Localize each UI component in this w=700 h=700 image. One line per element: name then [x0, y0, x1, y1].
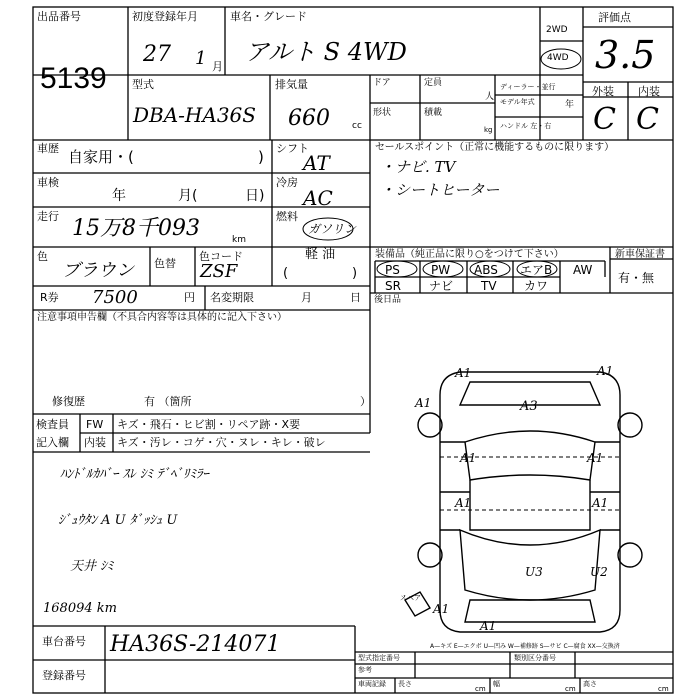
- fuel-light-oil: 軽 油: [305, 247, 336, 262]
- equipment-label: 装備品（純正品に限り○をつけて下さい）: [375, 249, 564, 260]
- fuel-paren-left: (: [283, 266, 289, 281]
- length-label: 長さ: [398, 680, 412, 688]
- r-ticket-value: 7500: [92, 287, 138, 308]
- handwritten-note-2: ｼﾞｭｳﾀﾝ A U ﾀﾞｯｼｭ U: [58, 513, 178, 528]
- shift-label: シフト: [276, 142, 309, 155]
- dealer-label: ディーラー・並行: [500, 83, 556, 91]
- damage-mark: A1: [587, 451, 604, 465]
- type-designation-label: 型式指定番号: [358, 654, 400, 662]
- damage-mark: A1: [460, 451, 477, 465]
- equip-airbag: エアB: [520, 263, 553, 277]
- deadline-label: 名変期限: [210, 291, 254, 304]
- equip-navi: ナビ: [429, 279, 454, 293]
- height-unit: cm: [658, 685, 669, 693]
- back-order-label: 後日品: [374, 295, 402, 305]
- equip-pw: PW: [431, 263, 451, 277]
- model-year-label: モデル年式: [500, 98, 535, 106]
- fw-options: キズ・飛石・ヒビ割・リペア跡・X要: [117, 418, 301, 431]
- car-name: アルト S 4WD: [245, 38, 407, 66]
- car-name-label: 車名・グレード: [230, 10, 307, 23]
- damage-legend: A—キズ E—エクボ U—凹み W—補修跡 S—サビ C—腐食 XX—交換済: [430, 643, 620, 650]
- exterior-label: 外装: [592, 85, 614, 98]
- plate-label: 登録番号: [42, 669, 86, 682]
- drive-2wd: 2WD: [546, 25, 568, 35]
- mileage-value: 15万8千093: [72, 216, 200, 241]
- color-code: ZSF: [200, 261, 238, 282]
- handwritten-note-1: ﾊﾝﾄﾞﾙｶﾊﾞｰ ｽﾚ ｼﾐ ﾃﾞﾍﾞﾘﾐﾗｰ: [60, 467, 209, 482]
- registration-month-unit: 月: [212, 60, 223, 73]
- equip-aw: AW: [573, 263, 593, 277]
- repair-history-value: 有 （箇所: [144, 395, 192, 408]
- equip-ps: PS: [385, 263, 400, 277]
- model-label: 型式: [132, 78, 154, 91]
- damage-mark: U2: [590, 565, 608, 579]
- width-label: 幅: [493, 680, 500, 688]
- damage-mark: A1: [415, 396, 432, 410]
- damage-mark: A1: [455, 496, 472, 510]
- score-label: 評価点: [598, 11, 631, 24]
- deadline-day: 日: [350, 291, 361, 304]
- spare-label: スペア: [400, 594, 421, 602]
- fuel-label: 燃料: [276, 210, 298, 223]
- class-number-label: 類別区分番号: [514, 654, 556, 662]
- lot-number: 5139: [40, 62, 107, 95]
- fw-label: FW: [86, 418, 104, 431]
- damage-mark: A1: [455, 366, 472, 380]
- exterior-grade: C: [593, 102, 616, 137]
- equip-leather: カワ: [524, 279, 549, 293]
- inspection-year: 年: [112, 188, 126, 204]
- damage-mark: A1: [480, 619, 497, 633]
- inspection-month: 月(: [178, 188, 198, 204]
- load-label: 積載: [424, 108, 443, 118]
- damage-mark: A1: [592, 496, 609, 510]
- ac-value: AC: [303, 186, 333, 210]
- r-ticket-label: R券: [40, 291, 59, 304]
- mileage-unit: km: [232, 235, 246, 245]
- warranty-label: 新車保証書: [615, 249, 665, 260]
- load-unit: kg: [484, 126, 493, 134]
- color-label: 色: [37, 250, 48, 263]
- inspection-day: 日): [245, 188, 265, 204]
- shape-label: 形状: [373, 108, 392, 118]
- registration-label: 初度登録年月: [132, 10, 198, 23]
- fuel-value: ガソリン: [308, 222, 357, 236]
- interior-check-label: 内装: [84, 436, 106, 449]
- displacement: 660: [288, 106, 330, 131]
- mileage-label: 走行: [37, 210, 59, 223]
- handle-label: ハンドル 左・右: [500, 122, 552, 130]
- inspector-label: 検査員: [36, 418, 69, 431]
- history-paren: ): [258, 148, 264, 166]
- damage-mark: A1: [433, 602, 450, 616]
- history-value: 自家用・(: [68, 148, 134, 166]
- yen-unit: 円: [184, 291, 195, 304]
- width-unit: cm: [565, 685, 576, 693]
- reference-label: 参考: [358, 666, 372, 674]
- length-unit: cm: [475, 685, 486, 693]
- handwritten-note-3: 天井 ｼﾐ: [70, 559, 114, 574]
- chassis-label: 車台番号: [42, 635, 86, 648]
- color-value: ブラウン: [62, 260, 134, 281]
- drive-4wd: 4WD: [547, 53, 569, 63]
- inspector-field-label: 記入欄: [36, 436, 69, 449]
- lot-label: 出品番号: [37, 10, 81, 23]
- capacity-label: 定員: [424, 78, 443, 88]
- damage-mark: U3: [525, 565, 543, 579]
- color-code-label: 色コード: [199, 250, 243, 263]
- fuel-paren-right: ): [352, 266, 358, 281]
- equip-tv: TV: [481, 279, 497, 293]
- height-label: 高さ: [583, 680, 597, 688]
- year-unit: 年: [565, 100, 575, 110]
- notes-label: 注意事項申告欄（不具合内容等は具体的に記入下さい）: [37, 312, 287, 323]
- history-label: 車歴: [37, 142, 59, 155]
- color-change-label: 色替: [154, 257, 176, 270]
- deadline-month: 月: [301, 291, 312, 304]
- chassis-number: HA36S-214071: [110, 632, 281, 657]
- repair-history-label: 修復歴: [52, 395, 85, 408]
- equip-sr: SR: [385, 279, 401, 293]
- warranty-value: 有・無: [618, 271, 655, 285]
- registration-month: 1: [195, 48, 207, 69]
- selling-points-label: セールスポイント（正常に機能するものに限ります）: [375, 142, 615, 153]
- door-label: ドア: [373, 78, 391, 88]
- interior-grade: C: [636, 102, 659, 137]
- displacement-unit: cc: [352, 121, 362, 131]
- model-code: DBA-HA36S: [133, 103, 256, 127]
- equip-abs: ABS: [474, 263, 498, 277]
- selling-point-1: ・ナビ. TV: [380, 158, 456, 176]
- ac-label: 冷房: [276, 176, 298, 189]
- displacement-label: 排気量: [275, 78, 308, 91]
- interior-options: キズ・汚レ・コゲ・穴・ヌレ・キレ・破レ: [117, 436, 326, 449]
- damage-mark: A1: [597, 364, 614, 378]
- vehicle-record-label: 車両記録: [358, 680, 386, 688]
- repair-history-close: ）: [360, 395, 371, 408]
- capacity-unit: 人: [485, 92, 495, 102]
- inspection-label: 車検: [37, 176, 59, 189]
- selling-point-2: ・シートヒーター: [380, 181, 500, 199]
- overall-score: 3.5: [595, 33, 656, 77]
- interior-label: 内装: [638, 85, 660, 98]
- shift-value: AT: [303, 151, 330, 175]
- damage-mark: A3: [520, 399, 538, 414]
- handwritten-note-4: 168094 km: [43, 601, 117, 616]
- registration-year: 27: [143, 42, 171, 67]
